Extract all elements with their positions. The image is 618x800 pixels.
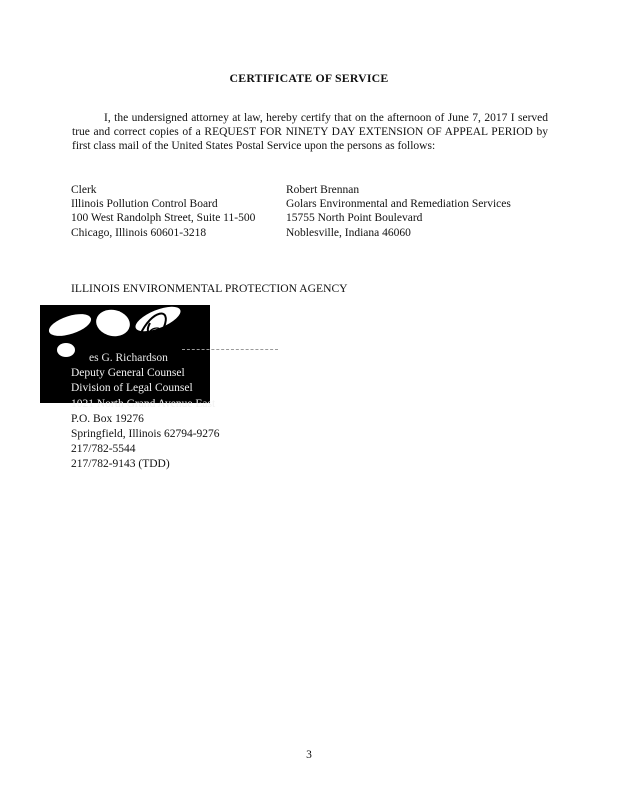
address-line: 100 West Randolph Street, Suite 11-500 (71, 212, 256, 225)
address-line: Clerk (71, 184, 97, 196)
attorney-pobox-line: P.O. Box 19276 (71, 412, 144, 425)
attorney-city-line: Springfield, Illinois 62794-9276 (71, 427, 220, 440)
agency-name: ILLINOIS ENVIRONMENTAL PROTECTION AGENCY (71, 282, 348, 295)
attorney-phone-line: 217/782-5544 (71, 443, 136, 456)
recipient-address-clerk (71, 183, 255, 240)
address-line: Illinois Pollution Control Board (71, 198, 218, 211)
address-line: Chicago, Illinois 60601-3218 (71, 226, 207, 239)
attorney-title-line: Deputy General Counsel (71, 367, 185, 380)
recipient-address-brennan (286, 183, 511, 240)
certificate-title: CERTIFICATE OF SERVICE (229, 71, 389, 85)
attorney-name: es G. Richardson (89, 352, 168, 364)
service-statement-text: I, the undersigned attorney at law, hereby certify that on the afternoon of June 7, 2017 I served true and correct copies of a REQUEST FOR NINETY DAY EXTENSION OF APPEAL PERIOD by first class mail of the United States Postal Service upon the persons as follows: (72, 112, 548, 153)
page-number: 3 (306, 749, 312, 761)
signature-line (182, 349, 278, 350)
service-statement (72, 111, 548, 154)
address-line: Robert Brennan (286, 184, 360, 196)
attorney-street-line: 1021 North Grand Avenue East (71, 397, 216, 410)
attorney-division-line: Division of Legal Counsel (71, 382, 193, 395)
address-line: Noblesville, Indiana 46060 (286, 226, 411, 239)
address-line: Golars Environmental and Remediation Services (286, 198, 511, 211)
attorney-tdd-line: 217/782-9143 (TDD) (71, 458, 170, 471)
address-line: 15755 North Point Boulevard (286, 212, 423, 225)
attorney-signature-block (71, 351, 220, 473)
